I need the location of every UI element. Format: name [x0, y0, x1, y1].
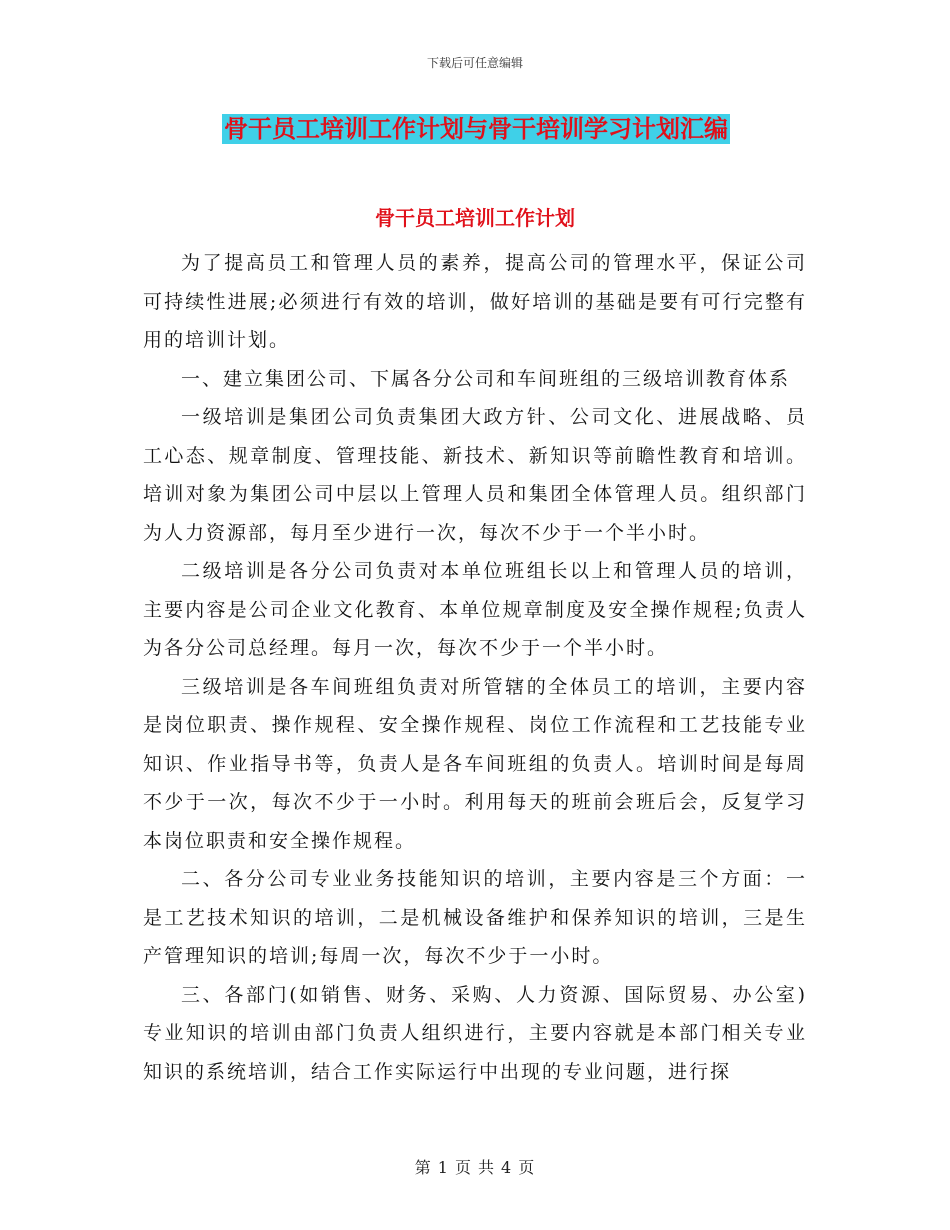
footer-page-unit: 页	[454, 1158, 472, 1177]
footer-total-number: 4	[501, 1158, 513, 1177]
paragraph-level-1: 一级培训是集团公司负责集团大政方针、公司文化、进展战略、员工心态、规章制度、管理技能、新技术、新知识等前瞻性教育和培训。培训对象为集团公司中层以上管理人员和集团全体管理人员。组织部门为人力资源部，每月至少进行一次，每次不少于一个半小时。	[143, 406, 807, 544]
document-title: 骨干员工培训工作计划与骨干培训学习计划汇编	[224, 114, 728, 143]
page-footer	[0, 1155, 950, 1178]
paragraph-intro: 为了提高员工和管理人员的素养，提高公司的管理水平，保证公司可持续性进展;必须进行有效的培训，做好培训的基础是要有可行完整有用的培训计划。	[143, 252, 807, 351]
document-body	[143, 244, 807, 1091]
paragraph-level-2: 二级培训是各分公司负责对本单位班组长以上和管理人员的培训，主要内容是公司企业文化教育、本单位规章制度及安全操作规程;负责人为各分公司总经理。每月一次，每次不少于一个半小时。	[143, 560, 807, 659]
header-note: 下载后可任意编辑	[426, 56, 523, 70]
footer-page-number: 1	[437, 1158, 449, 1177]
paragraph-section-2: 二、各分公司专业业务技能知识的培训，主要内容是三个方面：一是工艺技术知识的培训，二是机械设备维护和保养知识的培训，三是生产管理知识的培训;每周一次，每次不少于一小时。	[143, 868, 807, 967]
paragraph-section-1: 一、建立集团公司、下属各分公司和车间班组的三级培训教育体系	[181, 367, 791, 390]
footer-page-word: 第	[414, 1158, 432, 1177]
footer-total-word: 共	[478, 1158, 496, 1177]
paragraph-level-3: 三级培训是各车间班组负责对所管辖的全体员工的培训，主要内容是岗位职责、操作规程、安全操作规程、岗位工作流程和工艺技能专业知识、作业指导书等，负责人是各车间班组的负责人。培训时间是每周不少于一次，每次不少于一小时。利用每天的班前会班后会，反复学习本岗位职责和安全操作规程。	[143, 675, 807, 852]
footer-total-unit: 页	[518, 1158, 536, 1177]
paragraph-section-3: 三、各部门(如销售、财务、采购、人力资源、国际贸易、办公室)专业知识的培训由部门负责人组织进行，主要内容就是本部门相关专业知识的系统培训，结合工作实际运行中出现的专业问题，进行探	[143, 983, 807, 1083]
section-title: 骨干员工培训工作计划	[375, 206, 575, 230]
